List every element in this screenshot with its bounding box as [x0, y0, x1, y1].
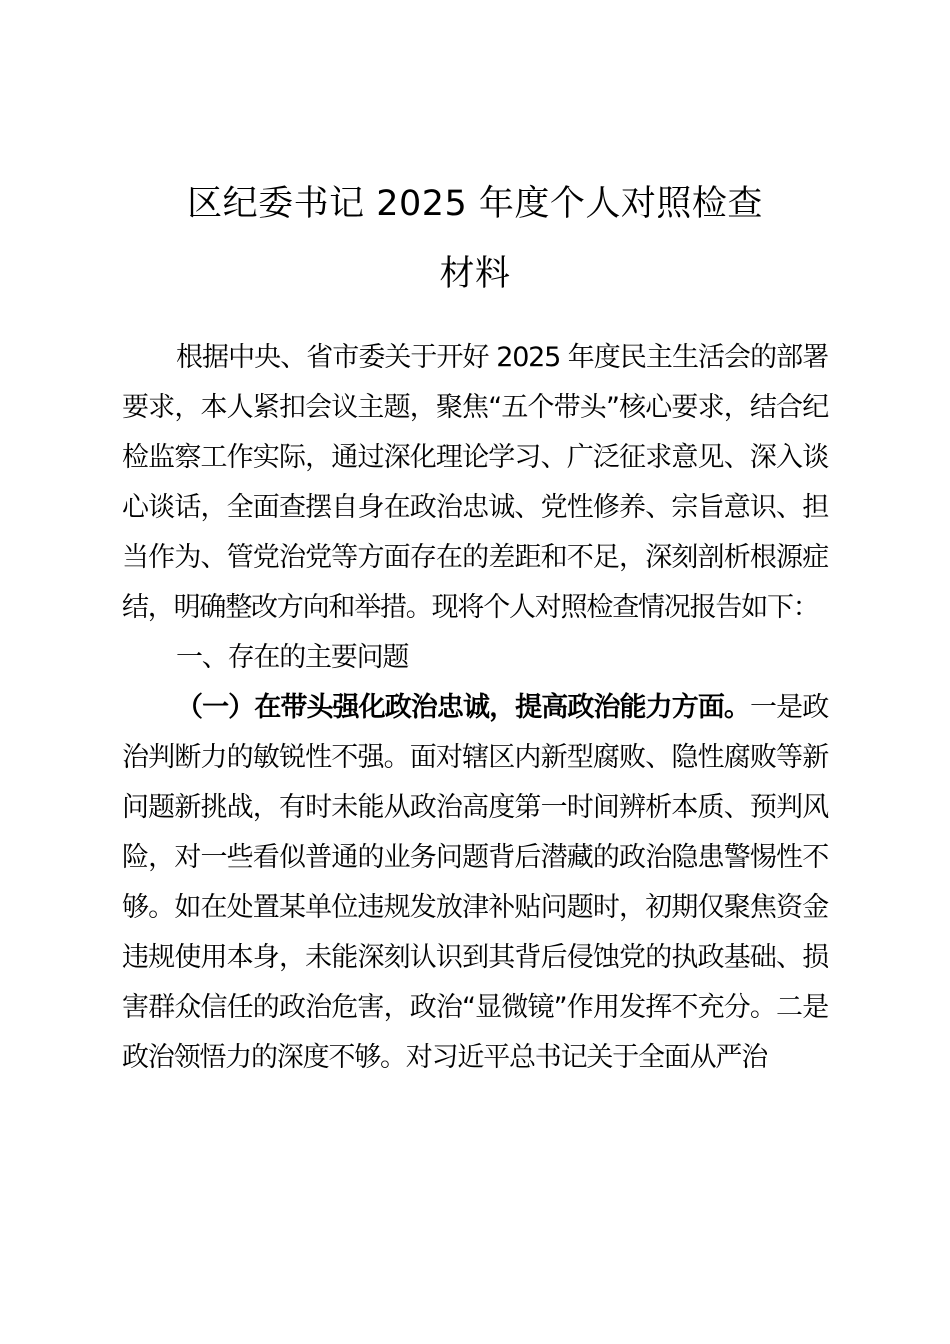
- title-line-1: 区纪委书记 2025 年度个人对照检查: [187, 184, 763, 224]
- title-line-2: 材料: [439, 254, 511, 294]
- section-1-heading: 一、存在的主要问题: [176, 642, 409, 673]
- document-title: [0, 169, 950, 309]
- subsection-1-lead: （一）在带头强化政治忠诚，提高政治能力方面。: [176, 692, 751, 723]
- intro-paragraph: 根据中央、省市委关于开好 2025 年度民主生活会的部署要求，本人紧扣会议主题，聚焦“五个带头”核心要求，结合纪检监察工作实际，通过深化理论学习、广泛征求意见、深入谈心谈话，全面查摆自身在政治忠诚、党性修养、宗旨意识、担当作为、管党治党等方面存在的差距和不足，深刻剖析根源症结，明确整改方向和举措。现将个人对照检查情况报告如下：: [122, 342, 828, 623]
- subsection-1-body-text: 一是政治判断力的敏锐性不强。面对辖区内新型腐败、隐性腐败等新问题新挑战，有时未能从政治高度第一时间辨析本质、预判风险，对一些看似普通的业务问题背后潜藏的政治隐患警惕性不够。如在处置某单位违规发放津补贴问题时，初期仅聚焦资金违规使用本身，未能深刻认识到其背后侵蚀党的执政基础、损害群众信任的政治危害，政治“显微镜”作用发挥不充分。二是政治领悟力的深度不够。对习近平总书记关于全面从严治: [122, 692, 828, 1073]
- document-body: [122, 333, 828, 1083]
- subsection-1-paragraph: [122, 683, 828, 1083]
